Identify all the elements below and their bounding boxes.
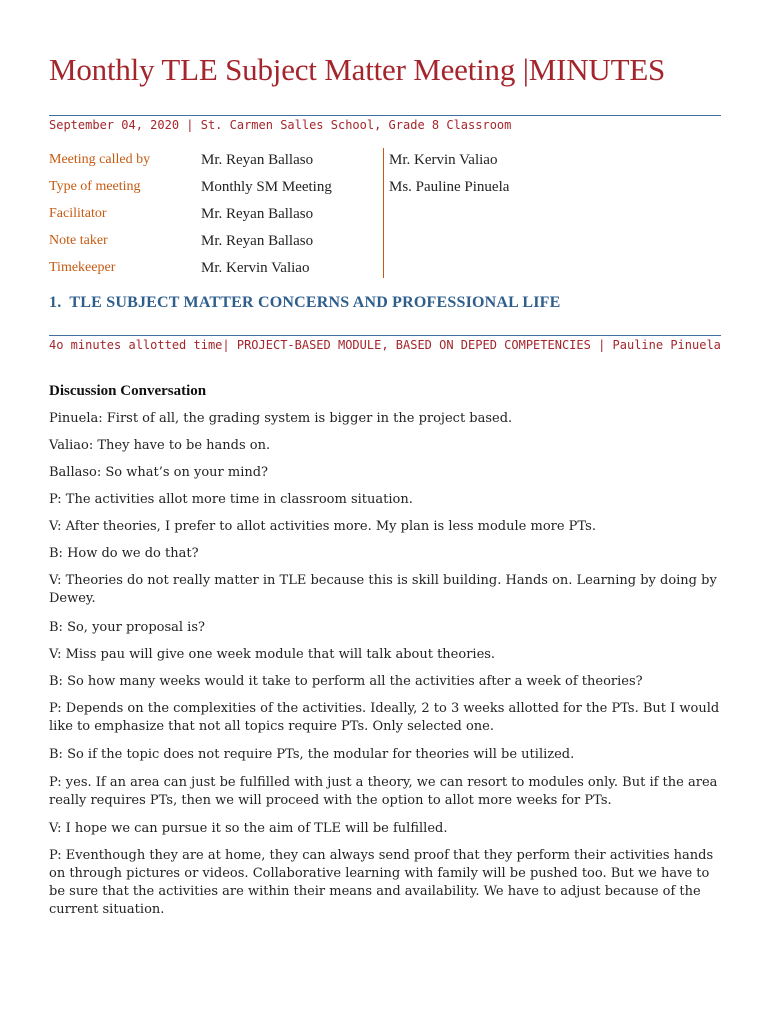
label-timekeeper: Timekeeper xyxy=(49,260,116,275)
discussion-line: Valiao: They have to be hands on. xyxy=(49,438,271,453)
label-type-of-meeting: Type of meeting xyxy=(49,179,141,194)
discussion-line: P: Depends on the complexities of the activities. Ideally, 2 to 3 weeks allotted for the PTs. But I would like to emphasize that not all topics require PTs. Only selected one. xyxy=(49,701,720,734)
value-facilitator: Mr. Reyan Ballaso xyxy=(201,206,314,222)
discussion-line: Ballaso: So what’s on your mind? xyxy=(49,465,269,480)
value-timekeeper: Mr. Kervin Valiao xyxy=(201,260,310,276)
discussion-line: Pinuela: First of all, the grading system is bigger in the project based. xyxy=(49,411,513,426)
section-number: 1. xyxy=(49,294,62,311)
value-note-taker: Mr. Reyan Ballaso xyxy=(201,233,314,249)
attendee-2: Ms. Pauline Pinuela xyxy=(389,179,510,195)
label-note-taker: Note taker xyxy=(49,233,108,248)
label-meeting-called-by: Meeting called by xyxy=(49,152,151,167)
discussion-line: V: After theories, I prefer to allot activities more. My plan is less module more PTs. xyxy=(49,519,596,534)
value-meeting-called-by: Mr. Reyan Ballaso xyxy=(201,152,314,168)
agenda-time-topic-presenter: 4o minutes allotted time| PROJECT-BASED MODULE, BASED ON DEPED COMPETENCIES | Pauline Pinuela xyxy=(49,338,721,352)
document-title: Monthly TLE Subject Matter Meeting |MINUTES xyxy=(49,52,666,87)
value-type-of-meeting: Monthly SM Meeting xyxy=(201,179,332,195)
discussion-line: P: The activities allot more time in classroom situation. xyxy=(49,492,413,507)
discussion-line: B: So if the topic does not require PTs, the modular for theories will be utilized. xyxy=(49,747,575,762)
discussion-line: V: Theories do not really matter in TLE because this is skill building. Hands on. Learning by doing by Dewey. xyxy=(49,573,717,606)
label-facilitator: Facilitator xyxy=(49,206,107,221)
discussion-line: V: Miss pau will give one week module that will talk about theories. xyxy=(49,647,496,662)
discussion-line: P: yes. If an area can just be fulfilled with just a theory, we can resort to modules only. But if the area really requires PTs, then we will proceed with the option to allot more weeks for PTs. xyxy=(49,775,718,808)
meeting-date-location: September 04, 2020 | St. Carmen Salles School, Grade 8 Classroom xyxy=(49,118,512,132)
discussion-line: B: How do we do that? xyxy=(49,546,199,561)
discussion-line: P: Eventhough they are at home, they can always send proof that they perform their activities hands on through pictures or videos. Collaborative learning with family will be pushed too. But we have to be sure that the activities are within their means and availability. We have to adjust because of the current situation. xyxy=(49,848,714,917)
attendee-1: Mr. Kervin Valiao xyxy=(389,152,498,168)
discussion-line: B: So how many weeks would it take to perform all the activities after a week of theories? xyxy=(49,674,643,689)
title-divider xyxy=(49,115,721,116)
section-heading xyxy=(49,294,561,312)
section-divider xyxy=(49,335,721,336)
discussion-line: B: So, your proposal is? xyxy=(49,620,205,635)
section-title: TLE SUBJECT MATTER CONCERNS AND PROFESSIONAL LIFE xyxy=(69,294,561,311)
discussion-heading: Discussion Conversation xyxy=(49,383,207,399)
attendees-divider xyxy=(383,148,384,278)
discussion-line: V: I hope we can pursue it so the aim of TLE will be fulfilled. xyxy=(49,821,448,836)
